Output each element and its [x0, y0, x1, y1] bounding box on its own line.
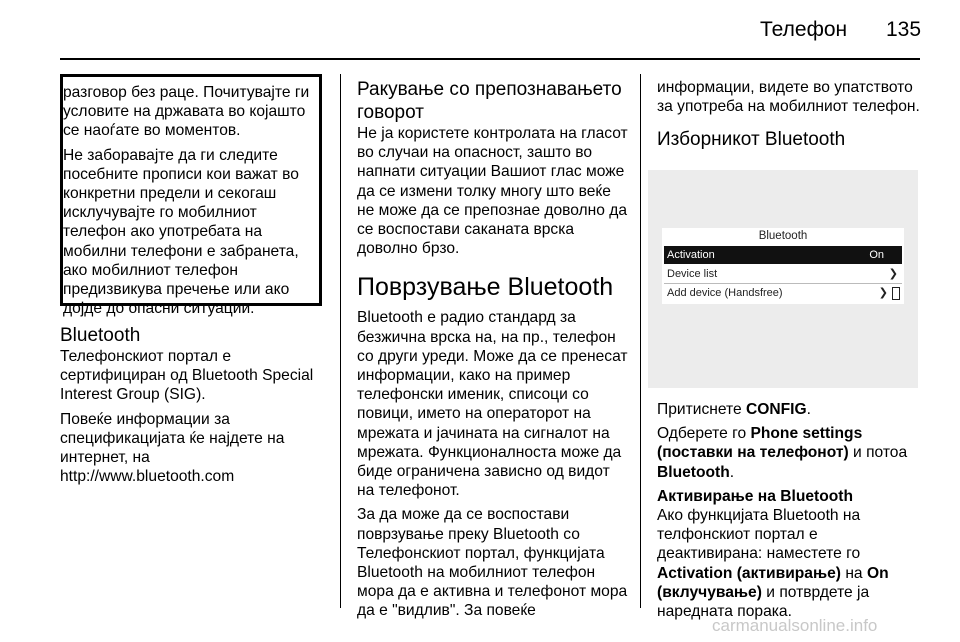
chevron-right-icon: ❯	[888, 268, 898, 280]
screen-title: Bluetooth	[758, 230, 808, 242]
activation-label: Activation (активирање)	[657, 564, 841, 582]
config-button-label: CONFIG	[745, 401, 807, 418]
screen-row-value: On	[869, 249, 884, 261]
column-divider-left	[340, 74, 341, 608]
bluetooth-label: Bluetooth	[657, 463, 730, 481]
screen-row-label: Activation	[667, 249, 715, 261]
scrollbar-icon	[892, 287, 900, 300]
continued-paragraph: информации, видете во упатството за употреба на мобилниот телефон.	[657, 79, 920, 116]
screen-row-device-list[interactable]	[664, 265, 902, 283]
page-header-title: Телефон	[760, 18, 848, 41]
press-config-instruction: Притиснете CONFIG.	[657, 401, 811, 418]
screen-row-label: Device list	[667, 268, 718, 280]
chevron-right-icon: ❯	[878, 287, 888, 299]
bluetooth-screen-panel	[662, 228, 904, 304]
bluetooth-url[interactable]: http://www.bluetooth.com	[60, 468, 235, 486]
column-3-top	[657, 78, 922, 151]
warning-paragraph-2: Не заборавајте да ги следите посебните прописи кои важат во конкретни предели и секогаш исклучувајте го мобилниот телефон ако употребата на мобилни телефони е забранета, ако мобилниот телефон предизвикува пречење или ако дојде до опасни ситуации.	[63, 146, 299, 318]
column-3-bottom	[657, 400, 922, 626]
column-1-bluetooth	[60, 324, 328, 486]
page-number: 135	[886, 18, 922, 41]
column-divider-right	[640, 74, 641, 608]
bluetooth-paragraph-1: Телефонскиот портал е сертифициран од Bluetooth Special Interest Group (SIG).	[60, 348, 314, 404]
activate-bluetooth-paragraph: Ако функцијата Bluetooth на телфонскиот портал е деактивирана: наместете го Activation (активирање) на On (вклучување) и потврдете ја наредната порака.	[657, 507, 889, 621]
bluetooth-screen-illustration	[648, 170, 918, 388]
column-2	[357, 78, 629, 626]
screen-row-add-device[interactable]	[664, 284, 902, 302]
bluetooth-connection-paragraph-2: За да може да се воспостави поврзување преку Bluetooth со Телефонскиот портал, функцијата Bluetooth на мобилниот телефон мора да е активна и телефонот мора да е "видлив". За повеќе	[357, 506, 628, 620]
bluetooth-heading: Bluetooth	[60, 325, 141, 346]
screen-row-label: Add device (Handsfree)	[667, 287, 783, 299]
warning-box	[60, 74, 322, 318]
on-label: On (вклучување)	[657, 564, 889, 601]
select-phone-settings-instruction: Одберете го Phone settings (поставки на телефонот) и потоа Bluetooth.	[657, 425, 908, 481]
screen-row-activation[interactable]	[664, 246, 902, 264]
warning-paragraph-1: разговор без раце. Почитувајте ги условите на државата во којашто се наоѓате во моментов.	[63, 84, 310, 140]
header-rule	[60, 58, 920, 60]
bluetooth-paragraph-2: Повеќе информации за спецификацијата ќе најдете на интернет, на	[60, 410, 285, 467]
voice-recognition-heading: Ракување со препознавањето говорот	[357, 79, 622, 123]
phone-settings-label: Phone settings (поставки на телефонот)	[657, 425, 863, 462]
voice-recognition-paragraph: Не ја користете контролата на гласот во случаи на опасност, зашто во напнати ситуации Вашиот глас може да се измени толку многу што веќе не може да се препознае доволно да се воспостави саканата врска доволно брзо.	[357, 125, 628, 258]
bluetooth-menu-heading: Изборникот Bluetooth	[657, 129, 846, 151]
bluetooth-connection-paragraph-1: Bluetooth е радио стандард за безжична врска на, на пр., телефон со други уреди. Може да се пренесат информации, како на пример телефонски именик, списоци со повици, името на операторот на мрежата и јачината на сигналот на мрежата. Функционалноста може да биде ограничена зависно од видот на телефонот.	[357, 309, 628, 500]
bluetooth-connection-heading: Поврзување Bluetooth	[357, 273, 614, 302]
watermark: carmanualsonline.info	[712, 616, 878, 635]
activate-bluetooth-heading: Активирање на Bluetooth	[657, 487, 853, 505]
